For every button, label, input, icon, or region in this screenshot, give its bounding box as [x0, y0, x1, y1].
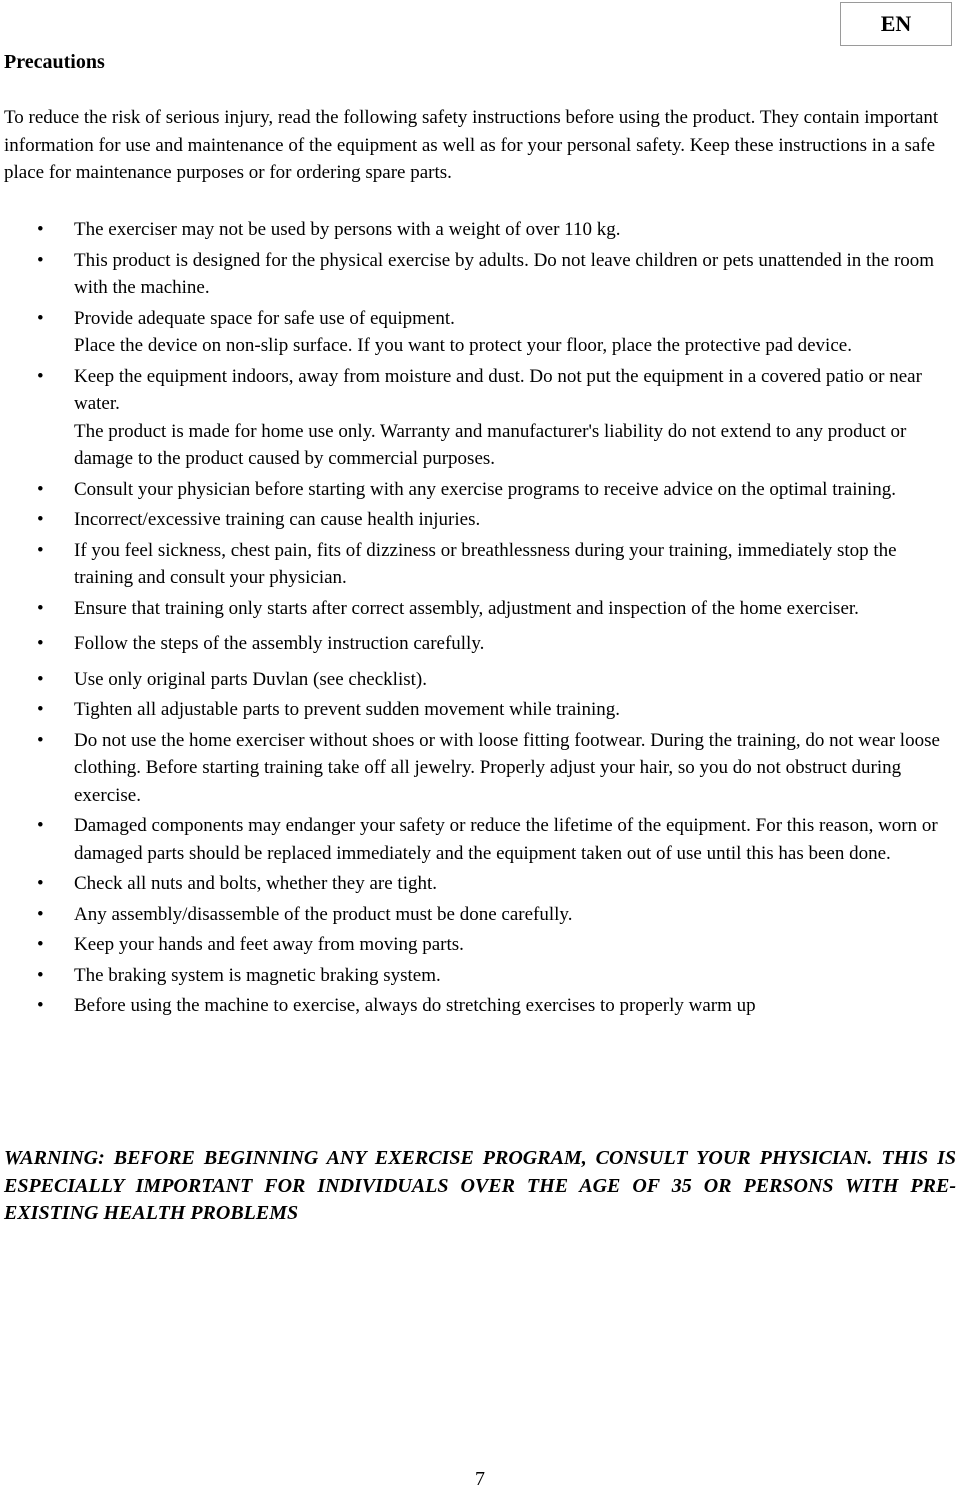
list-item-text: Any assembly/disassemble of the product must be done carefully.	[74, 903, 573, 925]
list-item-continuation	[0, 332, 952, 360]
list-item-text: Do not use the home exerciser without shoes or with loose fitting footwear. During the training, do not wear loose clothing. Before starting training take off all jewelry. Properly adjust your hair, so you do not obstruct during exercise.	[74, 729, 940, 806]
list-item-text: Keep the equipment indoors, away from moisture and dust. Do not put the equipment in a covered patio or near water.	[74, 365, 922, 414]
list-item	[0, 931, 952, 959]
list-item-text: Keep your hands and feet away from moving parts.	[74, 934, 464, 955]
bullet-icon: •	[37, 249, 44, 271]
list-item	[0, 247, 952, 302]
list-item	[0, 305, 952, 333]
intro-paragraph: To reduce the risk of serious injury, read the following safety instructions before using the product. They contain important information for use and maintenance of the equipment as well as for your personal safety. Keep these instructions in a safe place for maintenance purposes or for ordering spare parts.	[4, 107, 939, 183]
page-number: 7	[475, 1468, 485, 1490]
list-item	[0, 812, 952, 867]
list-item-text: Consult your physician before starting with any exercise programs to receive advice on the optimal training.	[74, 478, 897, 500]
list-item-text: Ensure that training only starts after correct assembly, adjustment and inspection of the home exerciser.	[74, 597, 859, 619]
list-item	[0, 537, 952, 592]
list-item-text: Follow the steps of the assembly instruction carefully.	[74, 633, 485, 654]
list-item	[0, 595, 952, 623]
bullet-icon: •	[37, 699, 44, 720]
list-item-text: Incorrect/excessive training can cause health injuries.	[74, 509, 481, 530]
bullet-icon: •	[37, 995, 44, 1016]
list-item-text: The exerciser may not be used by persons with a weight of over 110 kg.	[74, 219, 621, 240]
bullet-icon: •	[37, 597, 44, 619]
bullet-icon: •	[37, 668, 44, 690]
precautions-list	[0, 216, 952, 1023]
list-item	[0, 901, 952, 929]
list-item	[0, 216, 952, 244]
list-item	[0, 992, 952, 1020]
list-item-text: Place the device on non-slip surface. If you want to protect your floor, place the protective pad device.	[74, 335, 852, 356]
list-item	[0, 506, 952, 534]
list-item-text: Check all nuts and bolts, whether they are tight.	[74, 873, 438, 894]
list-item	[0, 727, 952, 810]
bullet-icon: •	[37, 509, 44, 530]
bullet-icon: •	[37, 219, 44, 240]
language-code: EN	[880, 11, 912, 36]
list-item-continuation	[0, 418, 952, 473]
bullet-icon: •	[37, 815, 44, 836]
list-item	[0, 962, 952, 990]
list-item-text: This product is designed for the physical exercise by adults. Do not leave children or pets unattended in the room with the machine.	[74, 249, 935, 298]
warning-notice: WARNING: BEFORE BEGINNING ANY EXERCISE PROGRAM, CONSULT YOUR PHYSICIAN. THIS IS ESPECIALLY IMPORTANT FOR INDIVIDUALS OVER THE AGE OF 35 OR PERSONS WITH PRE-EXISTING HEALTH PROBLEMS	[4, 1147, 956, 1224]
list-item-text: If you feel sickness, chest pain, fits of dizziness or breathlessness during your training, immediately stop the training and consult your physician.	[74, 539, 897, 588]
list-item	[0, 476, 952, 504]
list-item-text: Use only original parts Duvlan (see checklist).	[74, 668, 427, 690]
list-item	[0, 363, 952, 418]
bullet-icon: •	[37, 873, 44, 894]
list-item-text: The product is made for home use only. Warranty and manufacturer's liability do not extend to any product or damage to the product caused by commercial purposes.	[74, 420, 907, 469]
bullet-icon: •	[37, 934, 44, 955]
bullet-icon: •	[37, 633, 44, 654]
bullet-icon: •	[37, 307, 44, 329]
list-item	[0, 666, 952, 694]
bullet-icon: •	[37, 478, 44, 500]
list-item-text: Before using the machine to exercise, always do stretching exercises to properly warm up	[74, 995, 756, 1016]
bullet-icon: •	[37, 729, 44, 751]
bullet-icon: •	[37, 903, 44, 925]
list-item-text: The braking system is magnetic braking system.	[74, 964, 441, 986]
list-item	[0, 696, 952, 724]
language-badge	[840, 2, 952, 46]
bullet-icon: •	[37, 539, 44, 561]
list-item	[0, 630, 952, 658]
bullet-icon: •	[37, 365, 44, 387]
list-item-text: Tighten all adjustable parts to prevent sudden movement while training.	[74, 699, 620, 720]
section-title: Precautions	[4, 51, 105, 73]
list-item	[0, 870, 952, 898]
list-item-text: Provide adequate space for safe use of equipment.	[74, 307, 455, 329]
list-item-text: Damaged components may endanger your safety or reduce the lifetime of the equipment. For this reason, worn or damaged parts should be replaced immediately and the equipment taken out of use until this has been done.	[74, 815, 938, 864]
bullet-icon: •	[37, 964, 44, 986]
